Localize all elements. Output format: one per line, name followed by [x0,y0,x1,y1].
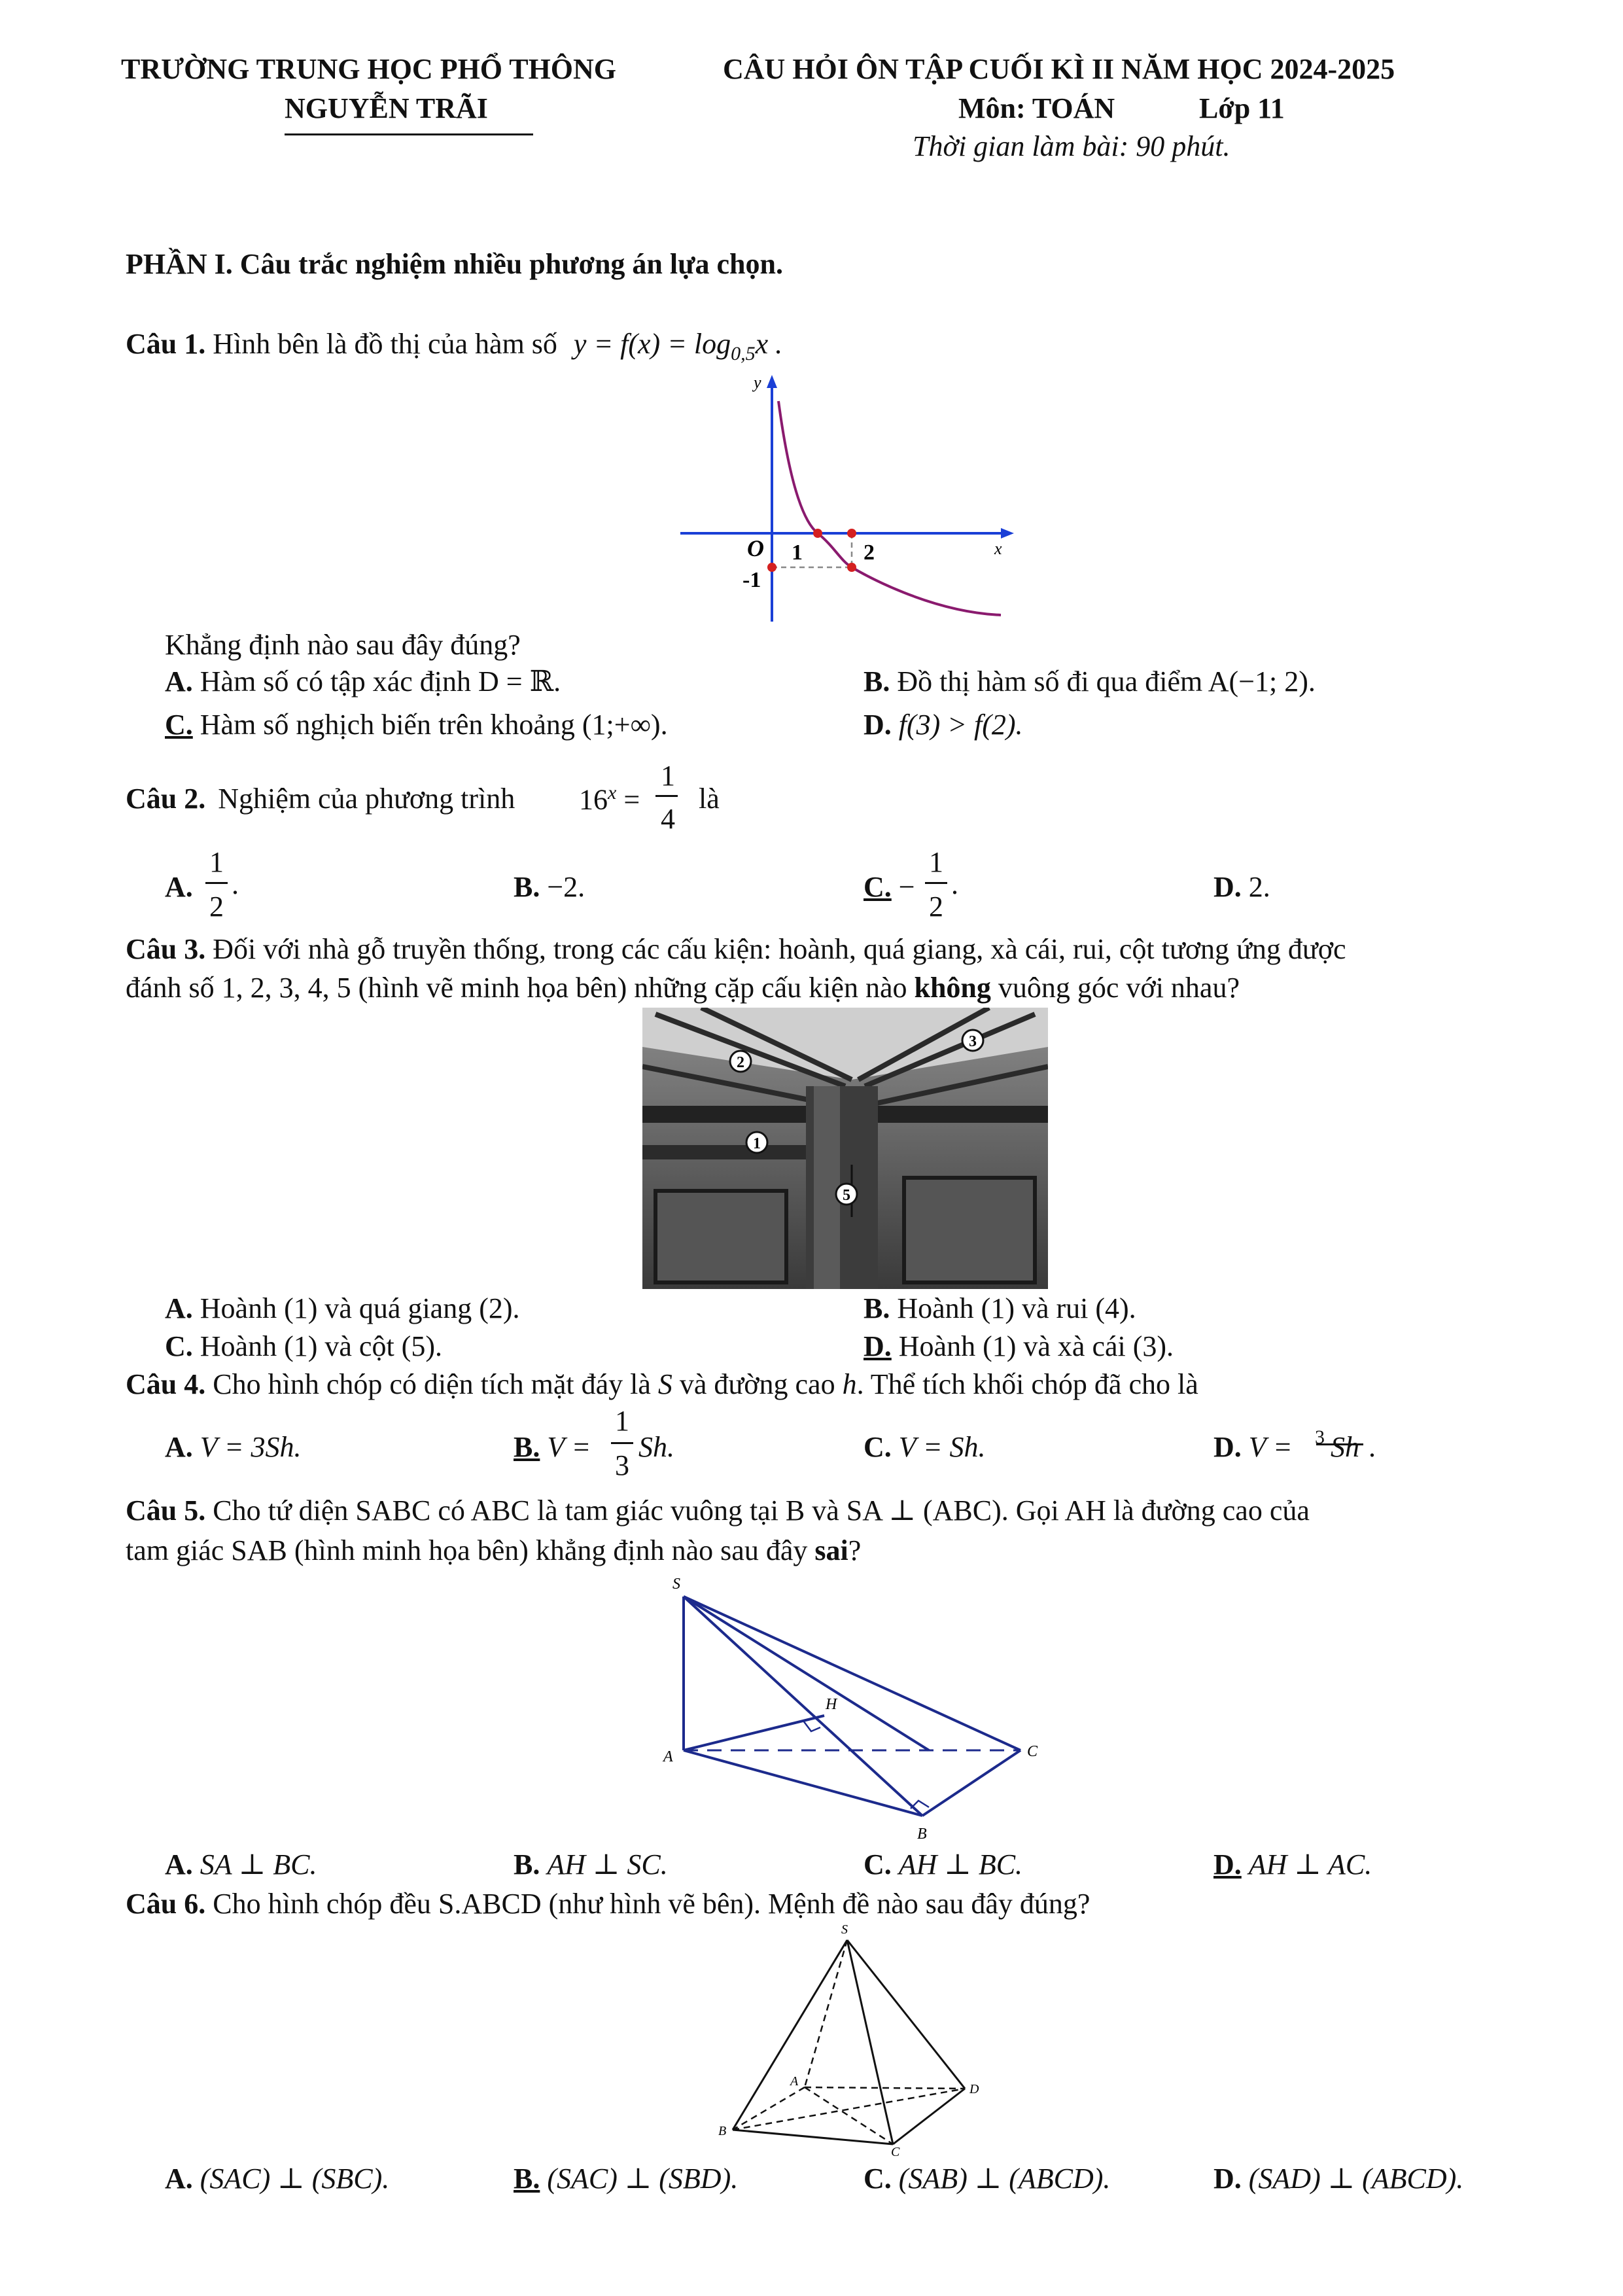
edge-SA-hidden [805,1940,847,2087]
label-B: B [917,1826,927,1843]
q6-text: Cho hình chóp đều S.ABCD (như hình vẽ bên). Mệnh đề nào sau đây đúng? [213,1888,1091,1920]
q2-c-sign: − [898,871,915,903]
q2-d-text: 2. [1248,871,1270,903]
q5-option-b[interactable] [514,1848,668,1881]
label-C: C [891,2145,900,2156]
grade: Lớp 11 [1199,92,1285,124]
edge-SC [684,1597,929,1750]
edge-SB [733,1940,847,2130]
q3-d-text: Hoành (1) và xà cái (3). [898,1330,1174,1362]
q3-line1: Đối với nhà gỗ truyền thống, trong các cấu kiện: hoành, quá giang, xà cái, rui, cột tương ứng được [213,933,1346,965]
q1-formula: y = f(x) = log [573,328,731,360]
q6-a-text: (SAC) ⊥ (SBC). [200,2163,390,2195]
q2-c-after: . [951,868,958,900]
q5-option-a[interactable] [165,1848,317,1881]
q2-c-label: C. [864,871,892,903]
q6-a-label: A. [165,2163,193,2195]
edge-SC-full [684,1597,1021,1750]
q3-option-c[interactable] [165,1330,442,1363]
x-axis-label: x [994,539,1002,558]
q2-d-label: D. [1213,871,1242,903]
q2-a-den: 2 [209,891,224,923]
q3-line2-bold: không [914,972,991,1004]
q4-a-text: V = 3Sh. [200,1431,302,1463]
q3-line2-pre: đánh số 1, 2, 3, 4, 5 (hình vẽ minh họa bên) những cặp cấu kiện nào [126,972,907,1004]
q4-stem [126,1368,1198,1401]
q2-number: Câu 2. [126,783,206,815]
exam-time: Thời gian làm bài: 90 phút. [913,130,1230,162]
q1-prompt: Khẳng định nào sau đây đúng? [165,629,521,661]
q4-text-mid: và đường cao [679,1368,835,1400]
q6-d-label: D. [1213,2163,1242,2195]
q2-frac-den: 4 [661,803,675,835]
marker-1-label: 1 [753,1135,761,1152]
q6-option-c[interactable] [864,2162,1110,2195]
tick-neg1: -1 [742,568,761,592]
q3-option-b[interactable] [864,1292,1136,1325]
q6-option-b[interactable] [514,2162,738,2195]
q4-c-text: V = Sh. [898,1431,986,1463]
q6-d-text: (SAD) ⊥ (ABCD). [1248,2163,1464,2195]
q4-d-post: . [1369,1431,1376,1463]
q6-pyramid-figure [713,1920,988,2156]
origin-label: O [747,535,764,561]
q6-b-label: B. [514,2163,540,2195]
label-D: D [969,2082,979,2096]
q2-c-den: 2 [929,891,943,923]
q5-d-text: AH ⊥ AC. [1248,1848,1372,1881]
q1-c-label: C. [165,709,193,741]
marker-5-label: 5 [843,1187,850,1204]
label-B: B [718,2124,727,2138]
q4-b-post: Sh. [638,1431,674,1463]
q2-stem-text [126,782,515,815]
edge-BC [922,1750,1021,1816]
column-highlight [814,1086,840,1289]
q6-c-label: C. [864,2163,892,2195]
q5-stem-line1 [126,1494,1310,1527]
q3-option-d[interactable] [864,1330,1174,1363]
q2-option-c[interactable] [864,870,915,904]
tick-2: 2 [864,540,875,565]
q1-a-label: A. [165,665,193,698]
q2-equals: = [623,783,640,816]
edge-AD-hidden [805,2087,965,2089]
diag-AC-hidden [805,2087,893,2144]
q5-line2-pre: tam giác SAB (hình minh họa bên) khẳng định nào sau đây [126,1534,808,1566]
q4-c-label: C. [864,1431,892,1463]
x-axis-arrow [1001,528,1014,539]
q1-option-a[interactable] [165,665,561,698]
q4-b-label: B. [514,1431,540,1463]
q4-number: Câu 4. [126,1368,206,1400]
school-underline [285,133,533,135]
q4-a-label: A. [165,1431,193,1463]
panel-left [655,1191,786,1282]
q2-after: là [699,783,720,815]
q2-frac-num: 1 [661,760,675,792]
q6-number: Câu 6. [126,1888,206,1920]
q3-a-label: A. [165,1292,193,1324]
q5-stem-line2 [126,1534,861,1567]
q6-c-text: (SAB) ⊥ (ABCD). [898,2163,1111,2195]
q1-b-text: Đồ thị hàm số đi qua điểm A(−1; 2). [897,665,1316,698]
q5-d-label: D. [1213,1848,1242,1881]
q5-line1: Cho tứ diện SABC có ABC là tam giác vuông tại B và SA ⊥ (ABC). Gọi AH là đường cao của [213,1494,1310,1527]
q5-tetrahedron-figure [654,1570,1047,1852]
q5-c-text: AH ⊥ BC. [898,1848,1023,1881]
edge-BC [733,2130,893,2144]
q4-option-b[interactable] [514,1430,591,1464]
q4-option-a[interactable] [165,1430,302,1464]
q2-option-d[interactable] [1213,870,1270,904]
edge-CD [893,2089,965,2144]
y-axis-arrow [767,375,777,388]
school-name-line1: TRƯỜNG TRUNG HỌC PHỔ THÔNG [121,53,617,85]
q4-S: S [657,1368,672,1400]
q2-a-bar [205,882,228,884]
q2-option-b[interactable] [514,870,585,904]
q3-number: Câu 3. [126,933,206,965]
label-S: S [841,1922,848,1937]
q2-lhs [579,782,640,817]
q1-number: Câu 1. [126,328,206,360]
q4-b-den: 3 [615,1449,629,1481]
section-title: PHẦN I. Câu trắc nghiệm nhiều phương án lựa chọn. [126,248,783,280]
q4-d-radicand: Sh [1331,1431,1359,1463]
segment-AH [684,1716,824,1750]
q2-text: Nghiệm của phương trình [218,783,515,815]
q1-a-text: Hàm số có tập xác định D = ℝ. [200,665,561,698]
q2-base: 16 [579,783,608,816]
point-2-0 [847,529,856,538]
diag-BD-hidden [733,2089,965,2130]
q2-exponent: x [608,782,617,804]
label-C: C [1027,1743,1038,1760]
q4-d-pre: V = [1248,1431,1293,1463]
q2-a-label: A. [165,871,193,903]
q5-line2-bold: sai [814,1534,848,1566]
q4-option-c[interactable] [864,1430,986,1464]
school-name-line2: NGUYỄN TRÃI [285,92,488,124]
q1-text: Hình bên là đồ thị của hàm số [213,328,557,360]
point-2-neg1 [847,563,856,572]
q3-house-photo [642,1008,1048,1289]
q1-log-graph [680,370,1027,625]
q3-c-text: Hoành (1) và cột (5). [200,1330,442,1362]
q5-option-d[interactable] [1213,1848,1372,1881]
q6-option-a[interactable] [165,2162,389,2195]
q6-b-text: (SAC) ⊥ (SBD). [547,2163,739,2195]
q6-stem [126,1887,1090,1920]
q5-option-c[interactable] [864,1848,1022,1881]
q5-number: Câu 5. [126,1494,206,1527]
y-axis-label: y [754,373,761,392]
tick-1: 1 [792,540,803,565]
q1-d-text: f(3) > f(2). [898,709,1023,741]
q5-b-label: B. [514,1848,540,1881]
point-1-0 [813,529,822,538]
q5-line2-post: ? [848,1534,862,1566]
q3-line2-post: vuông góc với nhau? [998,972,1240,1004]
q3-d-label: D. [864,1330,892,1362]
subject: Môn: TOÁN [958,92,1115,124]
q5-a-text: SA ⊥ BC. [200,1848,317,1881]
q3-stem-line2 [126,971,1240,1004]
q3-c-label: C. [165,1330,193,1362]
q2-a-num: 1 [209,846,224,878]
q2-c-bar [925,882,947,884]
panel-right [904,1178,1035,1282]
q3-a-text: Hoành (1) và quá giang (2). [200,1292,520,1324]
q1-base: 0,5 [731,342,756,364]
q4-b-pre: V = [547,1431,591,1463]
right-angle-H [803,1721,820,1731]
q1-d-label: D. [864,709,892,741]
q1-after: x . [755,328,783,360]
label-A: A [790,2074,799,2089]
q6-option-d[interactable] [1213,2162,1463,2195]
q4-option-d[interactable] [1213,1430,1293,1464]
q1-stem [126,327,782,365]
q4-text-post: . Thể tích khối chóp đã cho là [856,1368,1198,1400]
exam-title: CÂU HỎI ÔN TẬP CUỐI KÌ II NĂM HỌC 2024-2025 [723,53,1395,85]
q4-h: h [842,1368,857,1400]
label-A: A [663,1748,673,1765]
q3-stem-line1 [126,932,1346,966]
q2-c-num: 1 [929,846,943,878]
point-0-neg1 [767,563,777,572]
q4-text-pre: Cho hình chóp có diện tích mặt đáy là [213,1368,651,1400]
q5-b-text: AH ⊥ SC. [547,1848,668,1881]
q5-c-label: C. [864,1848,892,1881]
q3-b-text: Hoành (1) và rui (4). [897,1292,1136,1324]
q1-c-text: Hàm số nghịch biến trên khoảng (1;+∞). [200,709,668,741]
q4-d-index: 3 [1315,1426,1325,1448]
q1-option-d[interactable] [864,708,1023,741]
q3-b-label: B. [864,1292,890,1324]
q5-a-label: A. [165,1848,193,1881]
marker-3-label: 3 [969,1033,977,1050]
log-curve [778,401,1001,615]
q1-b-label: B. [864,665,890,698]
q2-a-after: . [232,868,239,900]
q4-d-label: D. [1213,1431,1242,1463]
q4-b-bar [611,1442,633,1444]
q2-b-text: −2. [547,871,585,903]
label-S: S [672,1576,680,1593]
label-H: H [826,1696,837,1713]
marker-2-label: 2 [737,1054,744,1071]
q1-option-b[interactable] [864,665,1316,698]
q2-option-a[interactable] [165,870,193,904]
q1-option-c[interactable] [165,708,668,741]
q4-b-num: 1 [615,1405,629,1437]
q2-b-label: B. [514,871,540,903]
q3-option-a[interactable] [165,1292,520,1325]
edge-SC [847,1940,893,2144]
q2-frac-bar [655,795,678,797]
